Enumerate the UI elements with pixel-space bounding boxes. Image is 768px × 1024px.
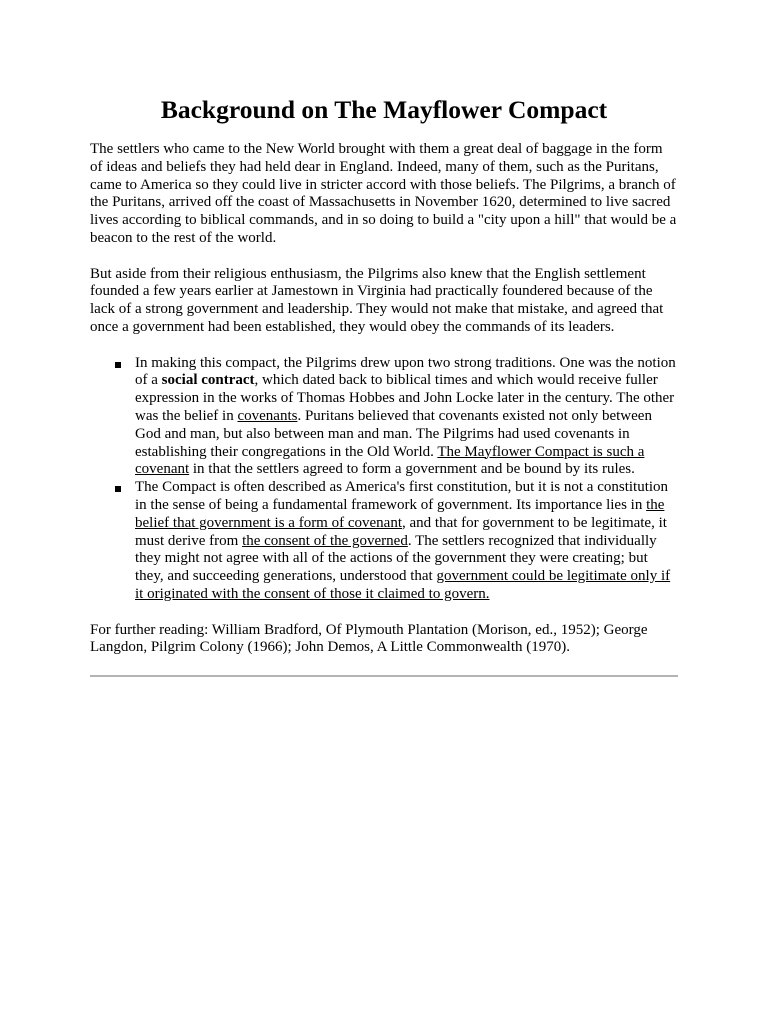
bullet-2-text: The Compact is often described as America's first constitution, but it is not a constitution in the sense of being a fundamental framework of government. Its importance lies in bbox=[135, 479, 669, 513]
bullet-1-text: In making this compact, the Pilgrims drew upon two strong traditions. One was the notion of a bbox=[135, 354, 676, 389]
bullet-2-text: , and that for government to be legitimate, it must derive from bbox=[135, 514, 667, 549]
bullet-1-text: , which dated back to biblical times and which would receive fuller expression in the works of Thomas Hobbes and John Locke later in the century. The other was the belief in bbox=[135, 372, 675, 424]
bullet-2-underlined-phrase: the belief that government is a form of covenant bbox=[135, 496, 665, 531]
paragraph-jamestown: But aside from their religious enthusiasm, the Pilgrims also knew that the English settlement founded a few years earlier at Jamestown in Virginia had practically foundered because of the lack of a strong government and leadership. They would not make that mistake, and agreed that once a government had been established, they would obey the commands of its leaders. bbox=[90, 265, 664, 335]
bullet-1-underlined-phrase: The Mayflower Compact is such a covenant bbox=[135, 443, 645, 478]
bullet-2-underlined-phrase: government could be legitimate only if it originated with the consent of those it claimed to govern. bbox=[135, 568, 671, 602]
bullet-2-underlined-phrase: the consent of the governed bbox=[242, 532, 408, 549]
list-item bbox=[135, 479, 678, 604]
document-body bbox=[90, 95, 678, 677]
bullet-2-text: . The settlers recognized that individually they might not agree with all of the actions of the government they were creating; but they, and succeeding generations, understood that bbox=[135, 532, 657, 585]
square-bullet-icon bbox=[115, 362, 121, 368]
square-bullet-icon bbox=[115, 486, 121, 492]
bullet-1-text: . Puritans believed that covenants existed not only between God and man, but also between man and man. The Pilgrims had used covenants in establishing their congregations in the Old World. bbox=[135, 407, 652, 460]
horizontal-divider bbox=[90, 675, 678, 677]
page-title: Background on The Mayflower Compact bbox=[160, 95, 608, 124]
bullet-1-text: in that the settlers agreed to form a government and be bound by its rules. bbox=[189, 461, 635, 478]
bullet-list bbox=[90, 355, 678, 604]
paragraph-intro: The settlers who came to the New World brought with them a great deal of baggage in the form of ideas and beliefs they had held dear in England. Indeed, many of them, such as the Puritans, came to America so they could live in stricter accord with those beliefs. The Pilgrims, a branch of the Puritans, arrived off the coast of Massachusetts in November 1620, determined to live sacred lives according to biblical commands, and in so doing to build a "city upon a hill" that would be a beacon to the rest of the world. bbox=[90, 141, 677, 246]
bullet-1-underlined-term: covenants bbox=[237, 407, 298, 424]
further-reading: For further reading: William Bradford, Of Plymouth Plantation (Morison, ed., 1952); George Langdon, Pilgrim Colony (1966); John Demos, A Little Commonwealth (1970). bbox=[90, 621, 648, 656]
list-item bbox=[135, 355, 678, 480]
bullet-1-bold-term: social contract bbox=[161, 372, 255, 389]
